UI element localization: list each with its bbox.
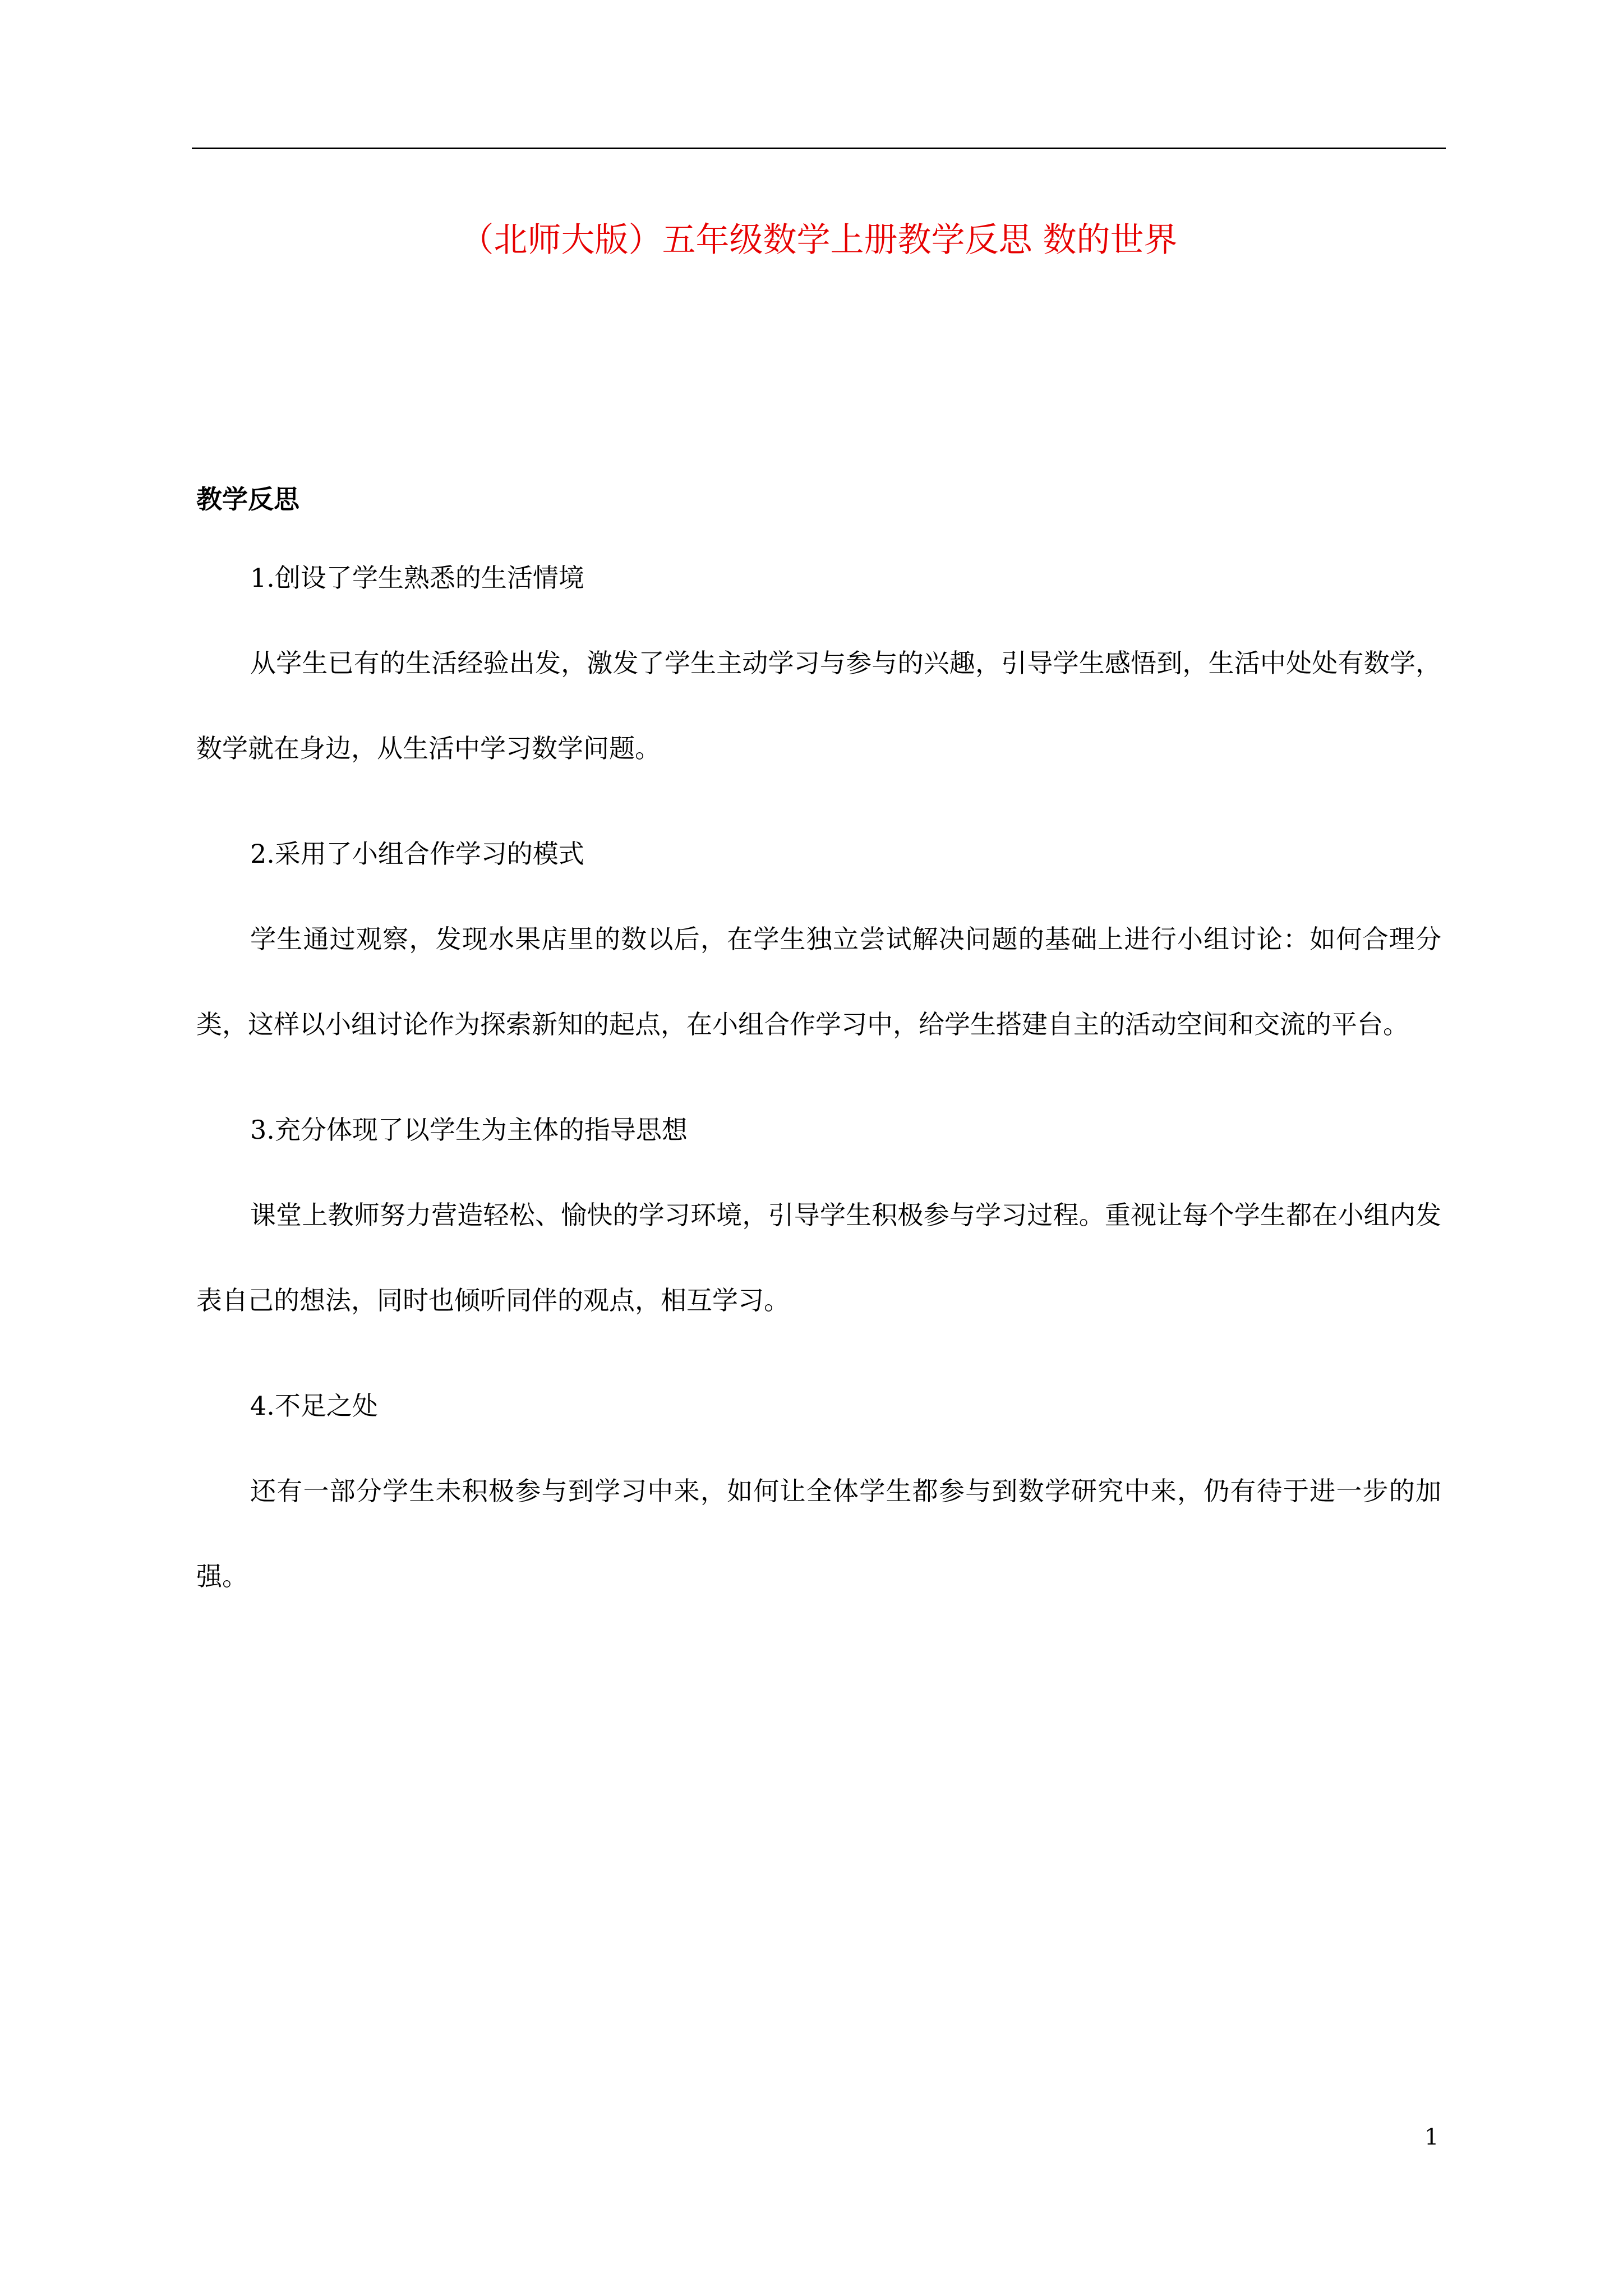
- document-title: （北师大版）五年级数学上册教学反思 数的世界: [460, 220, 1178, 260]
- item-heading-1: 1.创设了学生熟悉的生活情境: [250, 563, 584, 593]
- item-body-3: 课堂上教师努力营造轻松、愉快的学习环境，引导学生积极参与学习过程。重视让每个学生都在小组内发表自己的想法，同时也倾听同伴的观点，相互学习。: [196, 1200, 1441, 1315]
- item-body-2: 学生通过观察，发现水果店里的数以后，在学生独立尝试解决问题的基础上进行小组讨论：如何合理分类，这样以小组讨论作为探索新知的起点，在小组合作学习中，给学生搭建自主的活动空间和交流的平台。: [196, 924, 1441, 1039]
- page-number: 1: [1424, 2124, 1439, 2150]
- document-body: [196, 555, 1441, 1659]
- item-heading-4: 4.不足之处: [250, 1391, 378, 1421]
- header-rule: [192, 148, 1446, 149]
- item-body-4: 还有一部分学生未积极参与到学习中来，如何让全体学生都参与到数学研究中来，仍有待于进一步的加强。: [196, 1476, 1441, 1591]
- item-heading-2: 2.采用了小组合作学习的模式: [250, 839, 584, 869]
- item-body-1: 从学生已有的生活经验出发，激发了学生主动学习与参与的兴趣，引导学生感悟到，生活中处处有数学，数学就在身边，从生活中学习数学问题。: [196, 648, 1441, 763]
- item-heading-3: 3.充分体现了以学生为主体的指导思想: [250, 1115, 688, 1145]
- section-heading: 教学反思: [196, 484, 299, 514]
